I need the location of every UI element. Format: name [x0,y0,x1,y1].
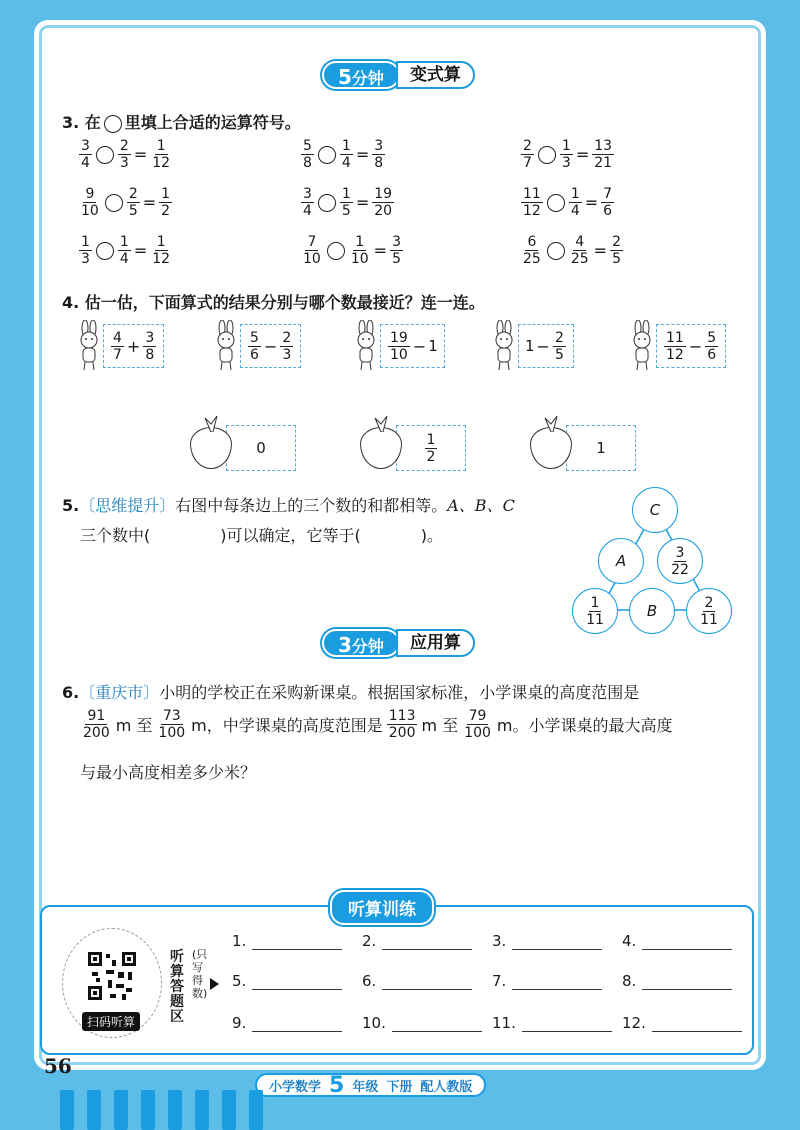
banner-title: 应用算 [396,629,475,657]
play-arrow-icon [210,978,219,990]
node-3-22: $\frac{3}{22}$ [657,538,703,584]
fraction: $\frac{19}{10}$ [390,329,408,363]
answer-blank[interactable]: 2. [362,932,472,950]
fraction: $\frac{19}{20}$ [374,186,393,219]
expression-card[interactable] [212,320,301,372]
expression-card[interactable] [352,320,445,372]
fraction: $\frac{2}{3}$ [119,138,129,171]
operator-blank-circle[interactable] [96,146,114,164]
expression-box: $\frac{5}{6}$ − $\frac{2}{3}$ [240,324,301,368]
q3-equation: $\frac{6}{25}$ $\frac{4}{25}$ = $\frac{2}{5}$ [523,234,621,267]
fraction: $\frac{1}{5}$ [341,186,351,219]
answer-line [652,1031,742,1032]
fraction: $\frac{1}{4}$ [341,138,351,171]
fraction: $\frac{1}{10}$ [350,234,369,267]
operator-blank-circle[interactable] [318,194,336,212]
q3-equation: $\frac{3}{4}$ $\frac{1}{5}$ = $\frac{19}{20}$ [303,186,393,219]
q5-text-line1: 5.〔思维提升〕右图中每条边上的三个数的和都相等。A、B、C [62,496,515,515]
q3-equation: $\frac{2}{7}$ $\frac{1}{3}$ = $\frac{13}{21}$ [523,138,613,171]
answer-line [522,1031,612,1032]
bunny-icon [628,320,656,372]
q3-equation: $\frac{9}{10}$ $\frac{2}{5}$ = $\frac{1}{2}$ [81,186,171,219]
fraction: $\frac{1}{3}$ [81,234,90,267]
operator-blank-circle[interactable] [96,242,114,260]
node-b: B [629,588,675,634]
answer-blank[interactable]: 3. [492,932,602,950]
answer-line [642,989,732,990]
fraction: $\frac{5}{8}$ [303,138,312,171]
fraction: $\frac{1}{4}$ [570,186,580,219]
answer-blank[interactable]: 1. [232,932,342,950]
fraction: $\frac{2}{3}$ [282,329,292,363]
answer-blank[interactable]: 10. [362,1014,482,1032]
target-card[interactable] [190,425,296,471]
expression-box: 1 − $\frac{2}{5}$ [518,324,574,368]
answer-line [642,949,732,950]
answer-line [252,989,342,990]
number: 1 [428,337,438,355]
fraction: $\frac{1}{3}$ [561,138,571,171]
number: 1 [525,337,535,355]
answer-blank[interactable]: 5. [232,972,342,990]
expression-card[interactable] [490,320,574,372]
answer-line [392,1031,482,1032]
operator-blank-circle[interactable] [547,242,565,260]
operator-blank-circle[interactable] [318,146,336,164]
banner-timer: 5分钟 [322,61,400,89]
answer-line [382,949,472,950]
fraction: $\frac{7}{10}$ [303,234,321,267]
fraction: $\frac{13}{21}$ [594,138,613,171]
fraction: $\frac{4}{7}$ [113,329,122,363]
listening-title: 听算训练 [330,890,434,925]
fraction: $\frac{4}{25}$ [570,234,589,267]
target-value-box [566,425,636,471]
q6-text-line2: $\frac{91}{200}$ m 至 $\frac{73}{100}$ m，中学课桌的高度范围是 $\frac{113}{200}$ m 至 $\frac{79}{100}$ m。小学课桌的最大高度 [83,708,673,741]
answer-blank[interactable]: 9. [232,1014,342,1032]
target-card[interactable] [530,425,636,471]
footer-book-info: 小学数学 5 年级 下册 配人教版 [255,1073,486,1097]
section-banner-2 [322,628,475,658]
answer-blank[interactable]: 7. [492,972,602,990]
q4-title: 4. 估一估，下面算式的结果分别与哪个数最接近？连一连。 [62,293,485,312]
page-number: 56 [44,1054,72,1078]
blank-circle-icon [104,115,122,133]
banner-timer: 3分钟 [322,629,400,657]
q3-equation: $\frac{5}{8}$ $\frac{1}{4}$ = $\frac{3}{8}$ [303,138,384,171]
answer-line [252,949,342,950]
fraction: $\frac{7}{6}$ [603,186,613,219]
q5-text-line2: 三个数中( )可以确定，它等于( )。 [80,526,443,545]
fraction: $\frac{2}{5}$ [612,234,621,267]
answer-line [252,1031,342,1032]
qr-code-icon[interactable] [86,950,138,1002]
fraction: $\frac{9}{10}$ [81,186,99,219]
fraction: $\frac{1}{4}$ [119,234,129,267]
q6-text-line3: 与最小高度相差多少米？ [80,763,257,782]
q3-equation: $\frac{11}{12}$ $\frac{1}{4}$ = $\frac{7}{6}$ [523,186,613,219]
fraction: $\frac{1}{2}$ [426,431,436,465]
q3-equation: $\frac{3}{4}$ $\frac{2}{3}$ = $\frac{1}{12}$ [81,138,171,171]
operator-blank-circle[interactable] [547,194,565,212]
fraction: $\frac{3}{4}$ [303,186,312,219]
fraction: $\frac{5}{6}$ [250,329,259,363]
fraction: $\frac{1}{2}$ [161,186,171,219]
bunny-icon [212,320,240,372]
answer-blank[interactable]: 4. [622,932,732,950]
answer-line [512,949,602,950]
fraction: $\frac{11}{12}$ [666,329,684,363]
expression-card[interactable] [75,320,164,372]
qr-caption: 扫码听算 [82,1012,140,1031]
node-1-11: $\frac{1}{11}$ [572,588,618,634]
answer-blank[interactable]: 11. [492,1014,612,1032]
node-c: C [632,487,678,533]
q3-title: 3. 在 里填上合适的运算符号。 [62,113,301,132]
expression-card[interactable] [628,320,726,372]
target-card[interactable] [360,425,466,471]
answer-line [512,989,602,990]
answer-blank[interactable]: 8. [622,972,732,990]
target-value-box [226,425,296,471]
page-edge-tabs [60,1090,263,1130]
fraction: $\frac{2}{5}$ [554,329,564,363]
banner-title: 变式算 [396,61,475,89]
answer-blank[interactable]: 6. [362,972,472,990]
bunny-icon [352,320,380,372]
operator-blank-circle[interactable] [538,146,556,164]
fraction: $\frac{5}{6}$ [707,329,717,363]
answer-area-note: (只写得数) [192,948,208,1000]
fraction: $\frac{1}{12}$ [152,138,171,171]
expression-box: $\frac{11}{12}$ − $\frac{5}{6}$ [656,324,726,368]
bunny-icon [490,320,518,372]
answer-line [382,989,472,990]
fraction: $\frac{3}{4}$ [81,138,90,171]
expression-box: $\frac{19}{10}$ − 1 [380,324,445,368]
expression-box: $\frac{4}{7}$ + $\frac{3}{8}$ [103,324,164,368]
fraction: $\frac{6}{25}$ [523,234,541,267]
fraction: $\frac{11}{12}$ [523,186,541,219]
operator-blank-circle[interactable] [327,242,345,260]
fraction: $\frac{2}{5}$ [128,186,138,219]
fraction: $\frac{3}{5}$ [392,234,401,267]
target-value-box [396,425,466,471]
q6-text-line1: 6.〔重庆市〕小明的学校正在采购新课桌。根据国家标准，小学课桌的高度范围是 [62,683,640,702]
answer-blank[interactable]: 12. [622,1014,742,1032]
fraction: $\frac{2}{7}$ [523,138,532,171]
operator-blank-circle[interactable] [105,194,123,212]
node-2-11: $\frac{2}{11}$ [686,588,732,634]
bunny-icon [75,320,103,372]
number: 1 [596,439,606,457]
section-banner-1 [322,60,475,90]
answer-area-label: 听算答题区 [170,949,184,1025]
fraction: $\frac{3}{8}$ [374,138,384,171]
q3-equation: $\frac{1}{3}$ $\frac{1}{4}$ = $\frac{1}{12}$ [81,234,171,267]
q3-equation: $\frac{7}{10}$ $\frac{1}{10}$ = $\frac{3}{5}$ [303,234,401,267]
number: 0 [256,439,266,457]
fraction: $\frac{3}{8}$ [145,329,155,363]
fraction: $\frac{1}{12}$ [152,234,171,267]
node-a: A [598,538,644,584]
